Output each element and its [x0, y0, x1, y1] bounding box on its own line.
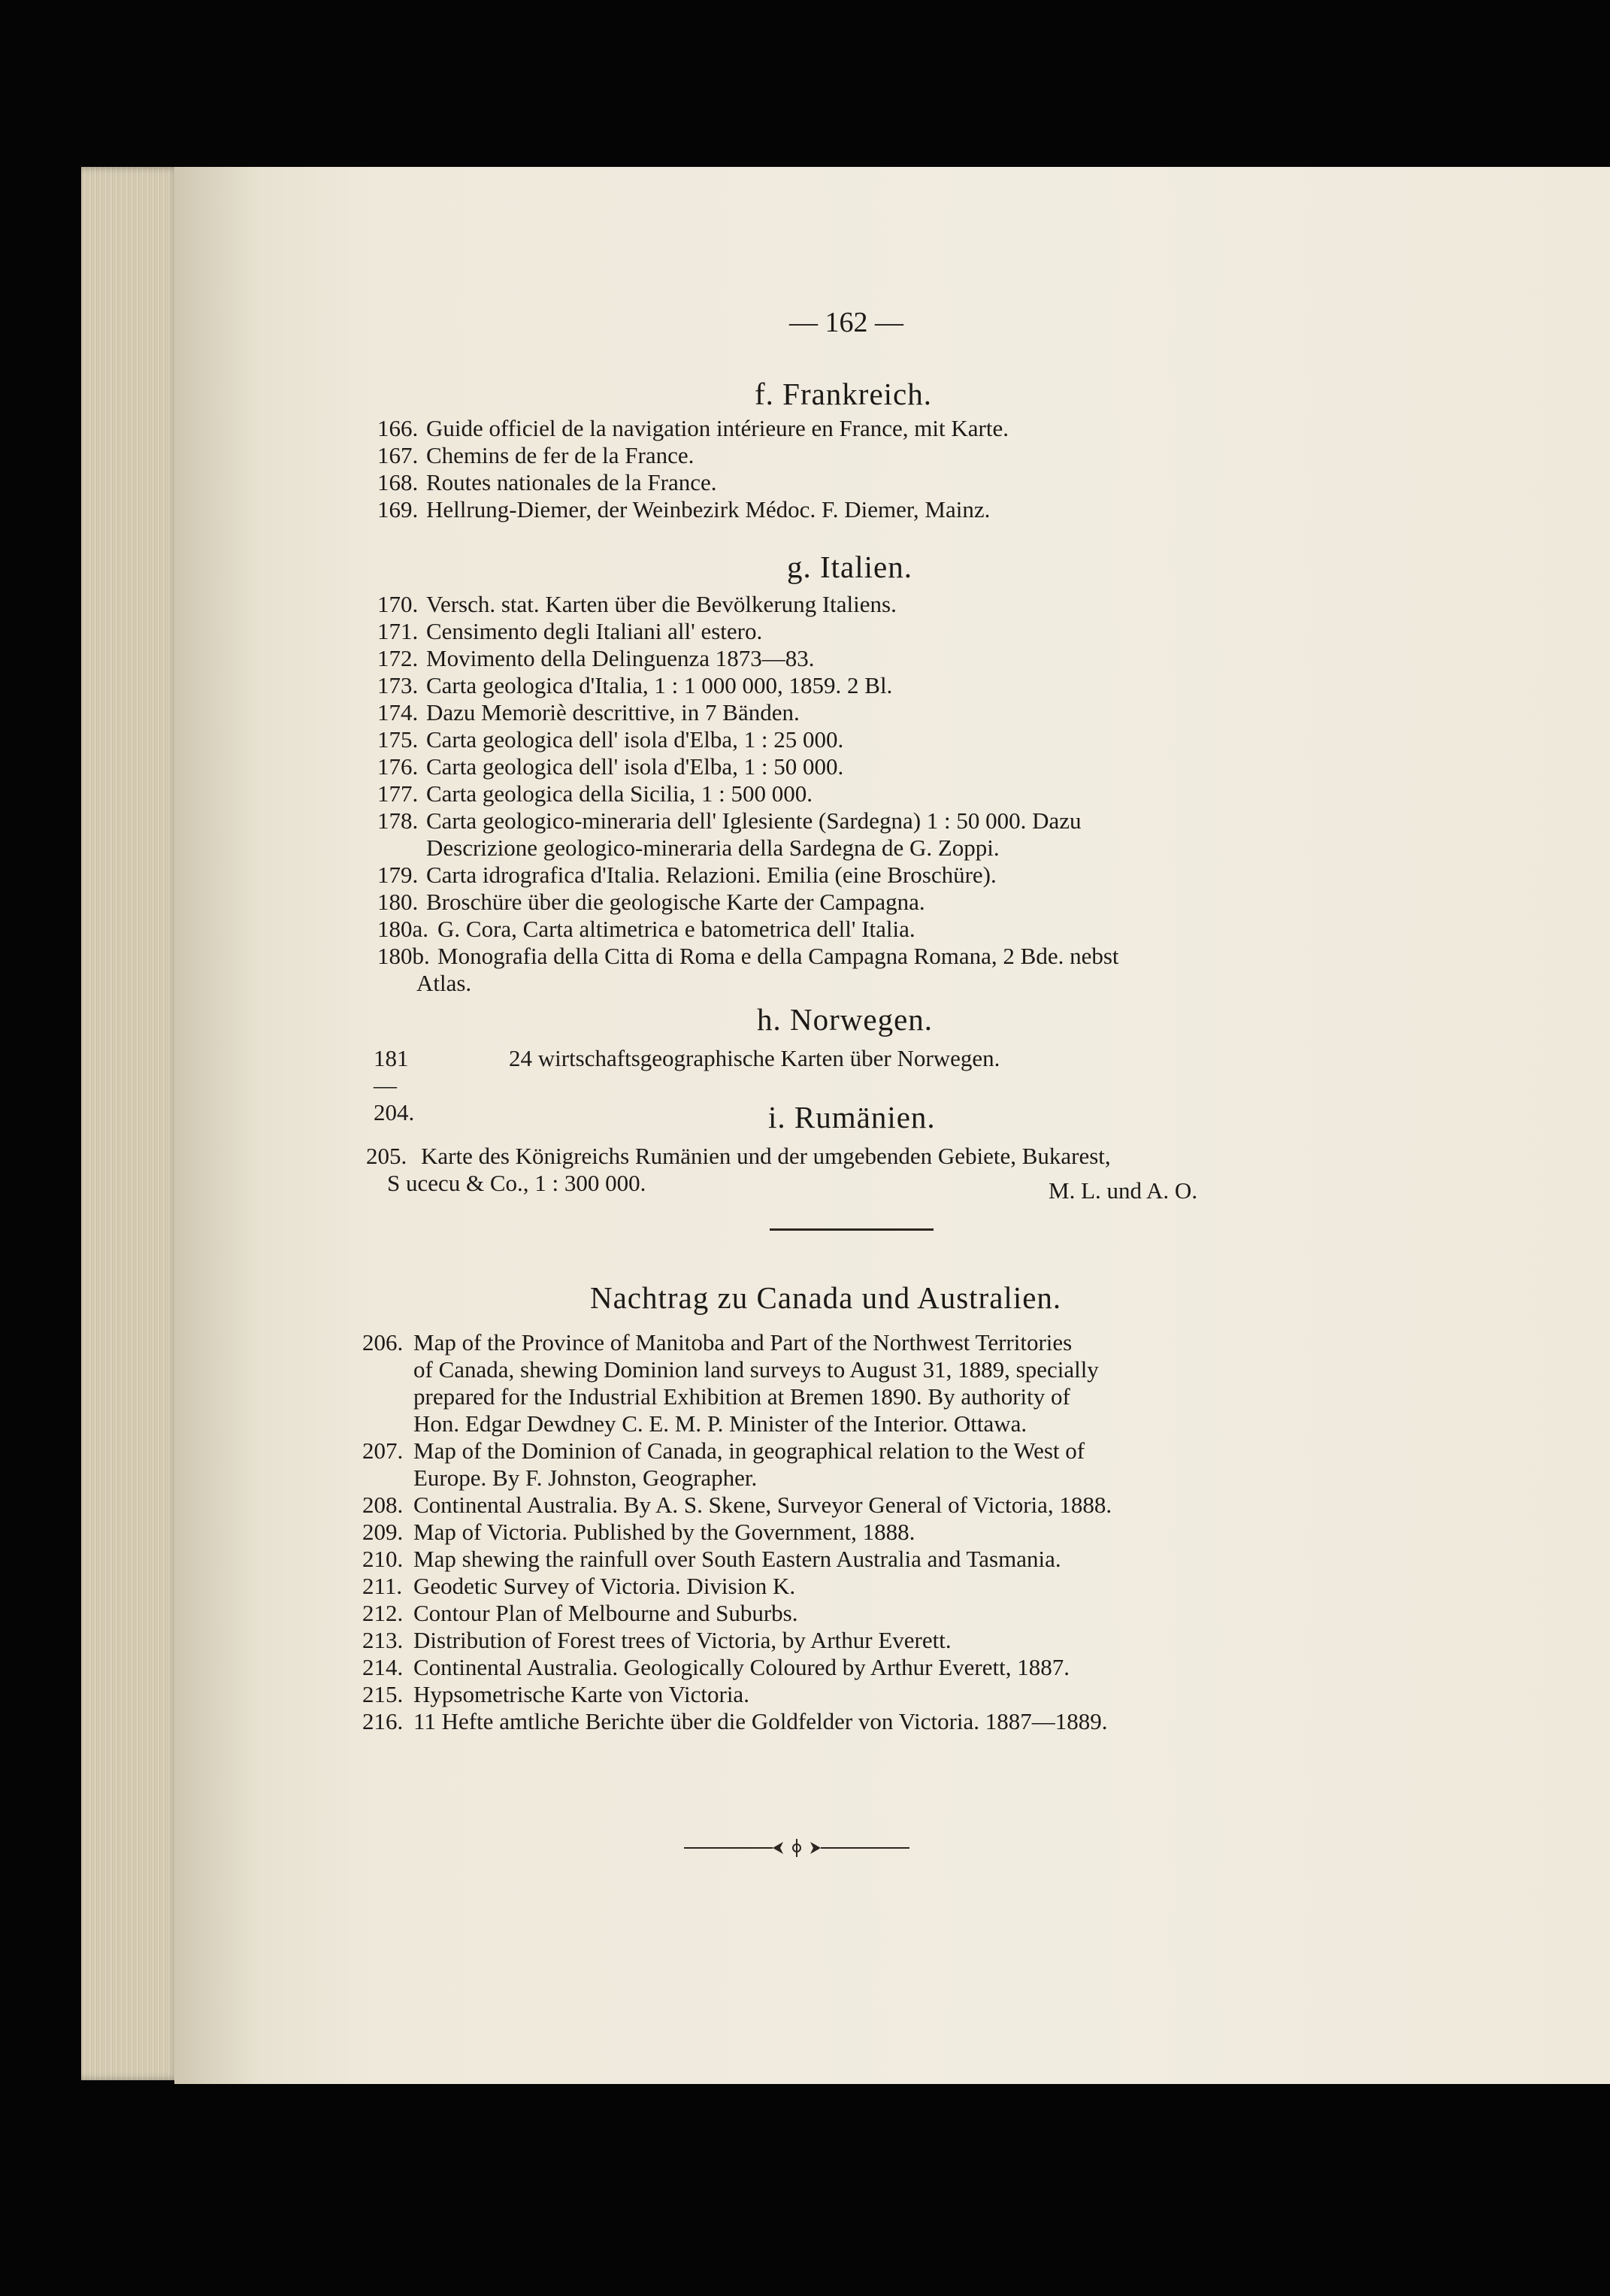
entry-number: 170.	[377, 591, 419, 617]
entry-number: 206.	[362, 1329, 404, 1355]
entry-text-continued: prepared for the Industrial Exhibition at Bremen 1890. By authority of	[413, 1383, 1070, 1410]
entry-text-continued: S ucecu & Co., 1 : 300 000.	[387, 1170, 646, 1196]
entry-number: 168.	[377, 469, 419, 495]
entry-text: Map shewing the rainfull over South Eastern Australia and Tasmania.	[413, 1546, 1061, 1572]
end-ornament	[684, 1833, 909, 1863]
entry-text: Guide officiel de la navigation intérieure en France, mit Karte.	[426, 415, 1009, 441]
entry-number: 176.	[377, 753, 419, 780]
entry-text: Hellrung-Diemer, der Weinbezirk Médoc. F. Diemer, Mainz.	[426, 496, 991, 523]
entry-text-continued: Europe. By F. Johnston, Geographer.	[413, 1465, 758, 1491]
entry-number: 213.	[362, 1627, 404, 1653]
entry-number: 216.	[362, 1708, 404, 1734]
entry-text: Geodetic Survey of Victoria. Division K.	[413, 1573, 796, 1599]
entry-text: Carta geologica d'Italia, 1 : 1 000 000, 1859. 2 Bl.	[426, 672, 893, 698]
entry-text-continued: Atlas.	[416, 970, 472, 996]
entry-text: Carta geologico-mineraria dell' Iglesiente (Sardegna) 1 : 50 000. Dazu	[426, 807, 1082, 834]
entry-text: Chemins de fer de la France.	[426, 442, 695, 468]
entry-text-continued: Descrizione geologico-mineraria della Sardegna de G. Zoppi.	[426, 834, 1000, 861]
entry-text: Dazu Memoriè descrittive, in 7 Bänden.	[426, 699, 800, 725]
entry-number: 214.	[362, 1654, 404, 1680]
entry-text: Movimento della Delinguenza 1873—83.	[426, 645, 815, 671]
entry-text: Hypsometrische Karte von Victoria.	[413, 1681, 749, 1707]
entry-number: 179.	[377, 862, 419, 888]
entry-text: Monografia della Citta di Roma e della Campagna Romana, 2 Bde. nebst	[437, 943, 1119, 969]
section-divider-rule	[770, 1228, 934, 1231]
entry-number: 172.	[377, 645, 419, 671]
entry-number: 177.	[377, 780, 419, 807]
section-heading-norwegen: h. Norwegen.	[757, 1002, 934, 1037]
entry-text: Continental Australia. Geologically Coloured by Arthur Everett, 1887.	[413, 1654, 1070, 1680]
entry-number: 173.	[377, 672, 419, 698]
entry-number: 207.	[362, 1437, 404, 1464]
page-number: — 162 —	[789, 307, 903, 338]
entry-text: 24 wirtschaftsgeographische Karten über Norwegen.	[509, 1045, 1000, 1071]
entry-number: 180a.	[377, 916, 429, 942]
book-page-edges	[81, 167, 180, 2080]
entry-text: Contour Plan of Melbourne and Suburbs.	[413, 1600, 798, 1626]
entry-number: 169.	[377, 496, 419, 523]
entry-number: 175.	[377, 726, 419, 753]
entry-text: Map of the Dominion of Canada, in geographical relation to the West of	[413, 1437, 1085, 1464]
section-heading-frankreich: f. Frankreich.	[755, 377, 932, 411]
entry-number: 174.	[377, 699, 419, 725]
entry-number: 215.	[362, 1681, 404, 1707]
entry-number: 167.	[377, 442, 419, 468]
entry-number: 205.	[366, 1143, 407, 1169]
entry-number: 211.	[362, 1573, 403, 1599]
entry-number: 180b.	[377, 943, 430, 969]
entry-text: Map of the Province of Manitoba and Part of the Northwest Territories	[413, 1329, 1073, 1355]
entry-text: 11 Hefte amtliche Berichte über die Goldfelder von Victoria. 1887—1889.	[413, 1708, 1108, 1734]
entry-text: Carta geologica dell' isola d'Elba, 1 : 25 000.	[426, 726, 844, 753]
entry-text: Map of Victoria. Published by the Government, 1888.	[413, 1519, 915, 1545]
entry-number: 180.	[377, 889, 419, 915]
entry-text: Carta geologica della Sicilia, 1 : 500 000.	[426, 780, 813, 807]
entry-text: Continental Australia. By A. S. Skene, Surveyor General of Victoria, 1888.	[413, 1492, 1112, 1518]
entry-number: 209.	[362, 1519, 404, 1545]
book-page	[174, 167, 1610, 2084]
section-heading-nachtrag: Nachtrag zu Canada und Australien.	[590, 1280, 1062, 1315]
entry-number: 171.	[377, 618, 419, 644]
entry-text-continued: Hon. Edgar Dewdney C. E. M. P. Minister of the Interior. Ottawa.	[413, 1410, 1027, 1437]
section-heading-rumaenien: i. Rumänien.	[768, 1100, 936, 1134]
entry-text: Carta idrografica d'Italia. Relazioni. Emilia (eine Broschüre).	[426, 862, 997, 888]
entry-text: G. Cora, Carta altimetrica e batometrica dell' Italia.	[437, 916, 915, 942]
entry-text: Versch. stat. Karten über die Bevölkerung Italiens.	[426, 591, 897, 617]
entry-number: 212.	[362, 1600, 404, 1626]
entry-number: 208.	[362, 1492, 404, 1518]
entry-text: Karte des Königreichs Rumänien und der umgebenden Gebiete, Bukarest,	[421, 1143, 1111, 1169]
entry-number: 178.	[377, 807, 419, 834]
entry-number: 181—204.	[374, 1045, 415, 1125]
entry-number: 210.	[362, 1546, 404, 1572]
entry-text: Routes nationales de la France.	[426, 469, 717, 495]
entry-text-continued: of Canada, shewing Dominion land surveys to August 31, 1889, specially	[413, 1356, 1099, 1383]
entry-text: Broschüre über die geologische Karte der Campagna.	[426, 889, 925, 915]
entry-note: M. L. und A. O.	[1049, 1177, 1198, 1204]
section-heading-italien: g. Italien.	[787, 550, 912, 584]
entry-text: Censimento degli Italiani all' estero.	[426, 618, 763, 644]
entry-text: Distribution of Forest trees of Victoria, by Arthur Everett.	[413, 1627, 952, 1653]
entry-text: Carta geologica dell' isola d'Elba, 1 : 50 000.	[426, 753, 844, 780]
entry-number: 166.	[377, 415, 419, 441]
